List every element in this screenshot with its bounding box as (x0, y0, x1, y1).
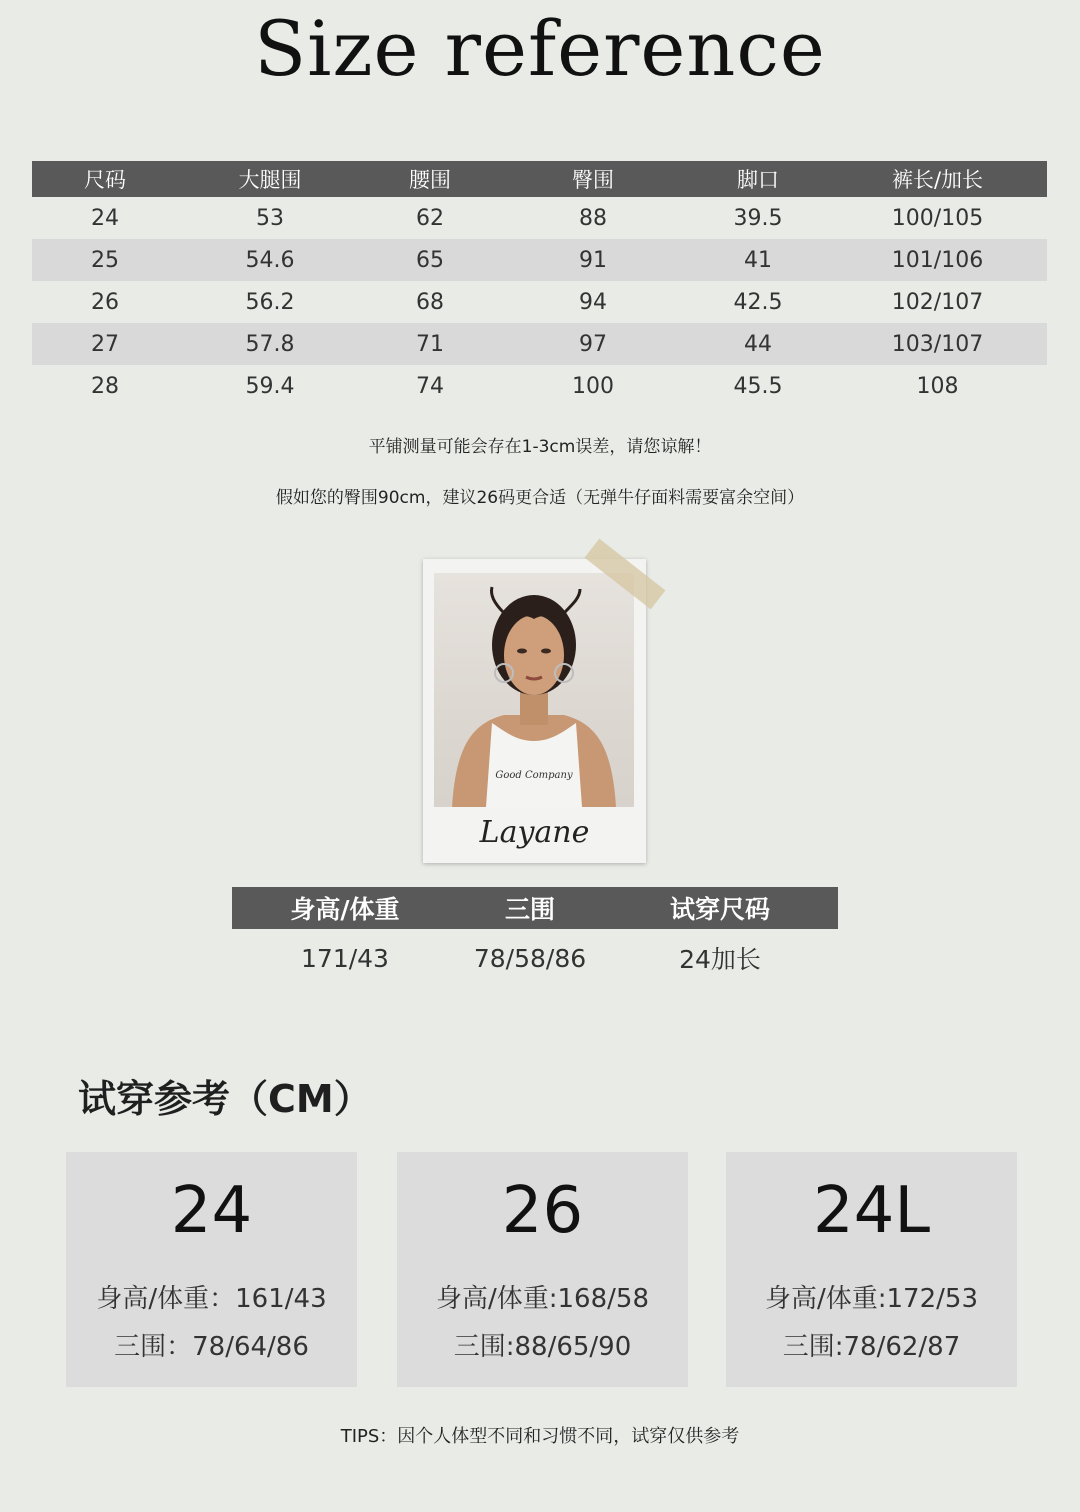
value-measurements: 78/58/86 (473, 943, 587, 973)
cell-hip: 91 (579, 247, 607, 273)
cell-size: 25 (91, 247, 119, 273)
size-table (32, 161, 1047, 407)
card-size: 24 (170, 1174, 253, 1248)
table-row (32, 281, 1047, 323)
cell-hem: 45.5 (733, 373, 783, 399)
card-height-weight: 身高/体重:168/58 (436, 1284, 649, 1314)
card-height-weight: 身高/体重:172/53 (765, 1284, 978, 1314)
value-trial-size: 24加长 (679, 945, 761, 974)
card-height-weight: 身高/体重：161/43 (96, 1284, 327, 1314)
cell-thigh: 53 (256, 205, 284, 231)
size-table-header (32, 161, 1047, 197)
cell-thigh: 54.6 (245, 247, 295, 273)
cell-waist: 68 (416, 289, 444, 315)
table-row (32, 197, 1047, 239)
cell-hem: 41 (744, 247, 772, 273)
header-hem: 脚口 (737, 168, 779, 192)
table-row (32, 323, 1047, 365)
fitting-section-title: 试穿参考（CM） (78, 1077, 372, 1121)
cell-size: 24 (91, 205, 119, 231)
cell-thigh: 56.2 (245, 289, 295, 315)
header-length: 裤长/加长 (891, 168, 984, 192)
fitting-card (397, 1152, 688, 1387)
model-name: Layane (479, 815, 590, 850)
header-measurements: 三围 (504, 895, 555, 924)
cell-size: 27 (91, 331, 119, 357)
value-height-weight: 171/43 (301, 943, 389, 973)
cell-length: 101/106 (891, 247, 984, 273)
cell-length: 100/105 (891, 205, 984, 231)
card-size: 24L (812, 1174, 931, 1248)
model-info-header (232, 887, 838, 929)
measurement-note: 平铺测量可能会存在1-3cm误差，请您谅解！ (368, 437, 712, 457)
shirt-print-text: Good Company (495, 770, 573, 781)
header-size: 尺码 (84, 168, 126, 192)
table-row (32, 239, 1047, 281)
header-hip: 臀围 (572, 168, 614, 192)
cell-waist: 74 (416, 373, 444, 399)
size-advice-note: 假如您的臀围90cm，建议26码更合适（无弹牛仔面料需要富余空间） (275, 488, 805, 508)
card-measurements: 三围：78/64/86 (114, 1332, 309, 1362)
cell-size: 26 (91, 289, 119, 315)
card-measurements: 三围:78/62/87 (782, 1332, 961, 1362)
cell-hem: 44 (744, 331, 772, 357)
table-row (32, 365, 1047, 407)
tips-note: TIPS：因个人体型不同和习惯不同，试穿仅供参考 (340, 1426, 740, 1447)
model-illustration (434, 573, 634, 807)
card-size: 26 (501, 1174, 584, 1248)
header-thigh: 大腿围 (238, 168, 302, 192)
model-polaroid (423, 559, 646, 863)
cell-waist: 62 (416, 205, 444, 231)
model-photo (434, 573, 634, 807)
cell-waist: 71 (416, 331, 444, 357)
header-height-weight: 身高/体重 (290, 895, 400, 924)
cell-waist: 65 (416, 247, 444, 273)
page-title: Size reference (254, 4, 826, 93)
cell-length: 102/107 (891, 289, 984, 315)
header-trial-size: 试穿尺码 (669, 895, 770, 924)
cell-hip: 100 (572, 373, 614, 399)
model-info-row (232, 929, 838, 987)
cell-size: 28 (91, 373, 119, 399)
cell-thigh: 57.8 (245, 331, 295, 357)
cell-length: 103/107 (891, 331, 984, 357)
cell-hem: 42.5 (733, 289, 783, 315)
cell-hip: 94 (579, 289, 607, 315)
card-measurements: 三围:88/65/90 (453, 1332, 632, 1362)
model-info-table (232, 887, 838, 987)
cell-thigh: 59.4 (245, 373, 295, 399)
cell-hip: 97 (579, 331, 607, 357)
fitting-card (66, 1152, 357, 1387)
cell-length: 108 (916, 373, 959, 399)
fitting-card (726, 1152, 1017, 1387)
cell-hip: 88 (579, 205, 607, 231)
cell-hem: 39.5 (733, 205, 783, 231)
header-waist: 腰围 (409, 168, 451, 192)
